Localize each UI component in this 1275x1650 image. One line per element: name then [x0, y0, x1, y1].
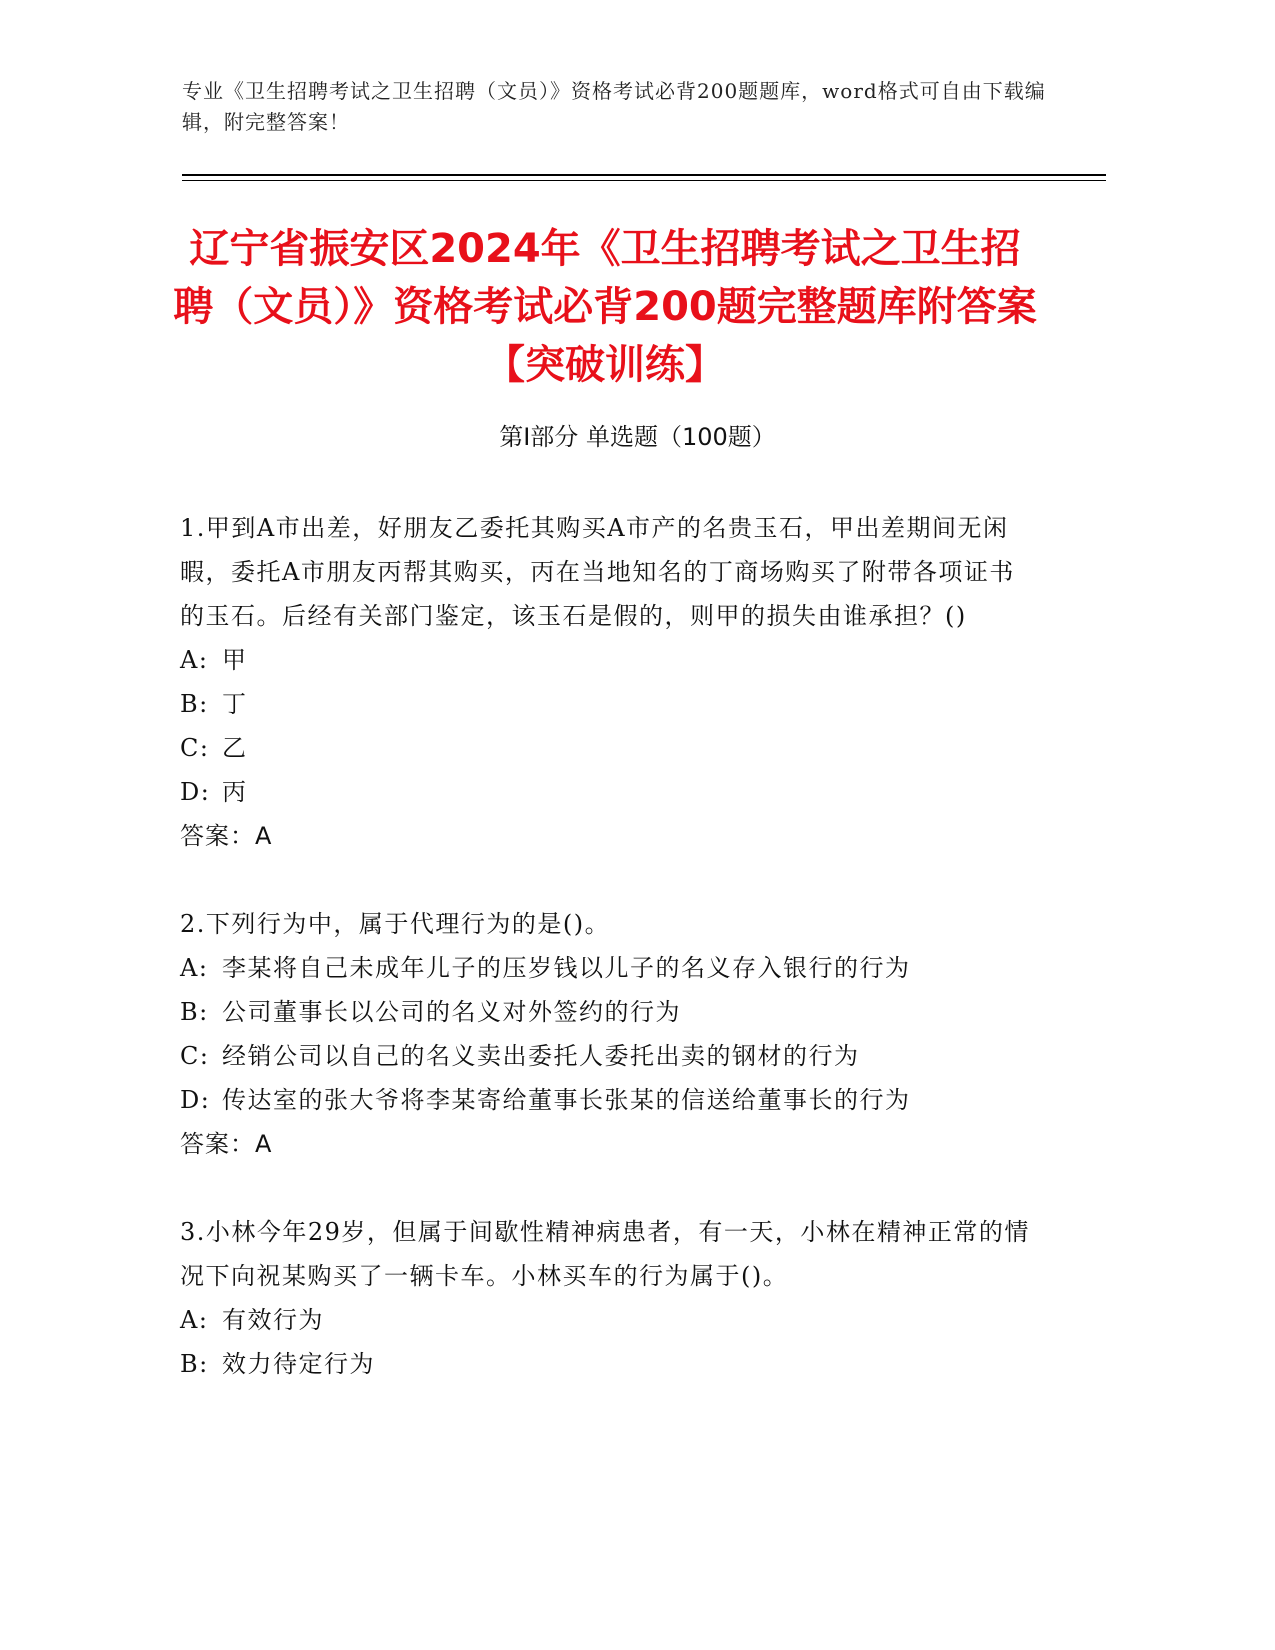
option-letter: C:	[180, 734, 210, 762]
option-letter: B:	[180, 998, 209, 1026]
option-text: 丁	[222, 690, 248, 718]
option-letter: A:	[180, 954, 209, 982]
option-b	[180, 682, 1040, 726]
option-letter: D:	[180, 778, 211, 806]
section-heading: 第I部分 单选题（100题）	[499, 423, 776, 451]
answer-line: 答案：A	[180, 822, 273, 850]
option-b	[180, 990, 1040, 1034]
option-d	[180, 1078, 1040, 1122]
option-text: 传达室的张大爷将李某寄给董事长张某的信送给董事长的行为	[222, 1086, 911, 1114]
option-c	[180, 1034, 1040, 1078]
option-a	[180, 638, 1040, 682]
question-stem: 2.下列行为中，属于代理行为的是()。	[180, 910, 611, 938]
header-divider-thin	[182, 180, 1106, 181]
question-stem: 1.甲到A市出差，好朋友乙委托其购买A市产的名贵玉石，甲出差期间无闲暇，委托A市朋友丙帮其购买，丙在当地知名的丁商场购买了附带各项证书的玉石。后经有关部门鉴定，该玉石是假的，则甲的损失由谁承担？()	[180, 514, 1015, 630]
option-d	[180, 770, 1040, 814]
question-item	[180, 1210, 1040, 1386]
header-divider-thick	[182, 174, 1106, 176]
option-c	[180, 726, 1040, 770]
option-text: 公司董事长以公司的名义对外签约的行为	[222, 998, 681, 1026]
document-title: 辽宁省振安区2024年《卫生招聘考试之卫生招聘（文员）》资格考试必背200题完整题库附答案【突破训练】	[173, 226, 1037, 388]
question-list	[180, 506, 1040, 1430]
answer-line: 答案：A	[180, 1130, 273, 1158]
option-letter: B:	[180, 1350, 209, 1378]
option-letter: D:	[180, 1086, 211, 1114]
option-text: 李某将自己未成年儿子的压岁钱以儿子的名义存入银行的行为	[222, 954, 911, 982]
option-letter: C:	[180, 1042, 210, 1070]
question-item	[180, 506, 1040, 858]
option-text: 甲	[222, 646, 248, 674]
option-letter: A:	[180, 646, 209, 674]
option-text: 经销公司以自己的名义卖出委托人委托出卖的钢材的行为	[222, 1042, 860, 1070]
question-item	[180, 902, 1040, 1166]
option-b	[180, 1342, 1040, 1386]
option-text: 有效行为	[222, 1306, 324, 1334]
question-stem: 3.小林今年29岁，但属于间歇性精神病患者，有一天，小林在精神正常的情况下向祝某购买了一辆卡车。小林买车的行为属于()。	[180, 1218, 1030, 1290]
option-text: 丙	[222, 778, 248, 806]
option-text: 效力待定行为	[222, 1350, 375, 1378]
option-letter: A:	[180, 1306, 209, 1334]
option-a	[180, 1298, 1040, 1342]
option-letter: B:	[180, 690, 209, 718]
header-intro: 专业《卫生招聘考试之卫生招聘（文员）》资格考试必背200题题库，word格式可自由下载编辑，附完整答案！	[182, 79, 1046, 134]
option-text: 乙	[222, 734, 248, 762]
option-a	[180, 946, 1040, 990]
